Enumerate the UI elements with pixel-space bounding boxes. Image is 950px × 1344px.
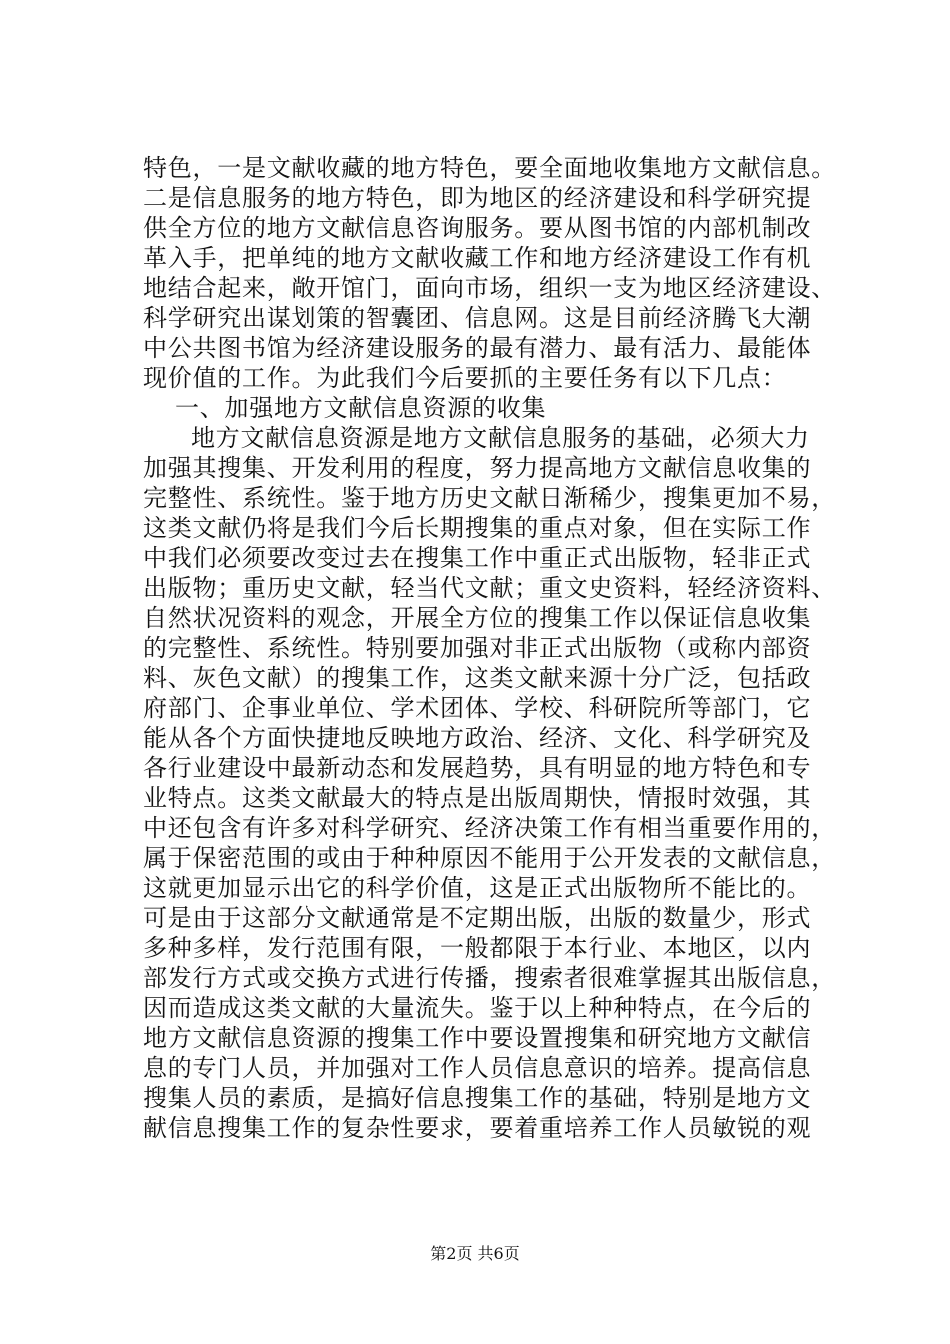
text-line: 这类文献仍将是我们今后长期搜集的重点对象，但在实际工作 [143, 514, 812, 542]
text-line: 属于保密范围的或由于种种原因不能用于公开发表的文献信息， [143, 844, 836, 872]
text-line: 中我们必须要改变过去在搜集工作中重正式出版物，轻非正式 [143, 544, 812, 572]
text-line: 革入手，把单纯的地方文献收藏工作和地方经济建设工作有机 [143, 244, 812, 272]
text-line: 可是由于这部分文献通常是不定期出版，出版的数量少，形式 [143, 904, 812, 932]
text-line: 息的专门人员，并加强对工作人员信息意识的培养。提高信息 [143, 1054, 812, 1082]
text-line: 献信息搜集工作的复杂性要求，要着重培养工作人员敏锐的观 [143, 1114, 812, 1142]
text-line: 二是信息服务的地方特色，即为地区的经济建设和科学研究提 [143, 184, 812, 212]
text-line: 的完整性、系统性。特别要加强对非正式出版物（或称内部资 [143, 634, 812, 662]
text-line: 现价值的工作。为此我们今后要抓的主要任务有以下几点： [143, 364, 787, 392]
text-line: 中公共图书馆为经济建设服务的最有潜力、最有活力、最能体 [143, 334, 812, 362]
text-line: 完整性、系统性。鉴于地方历史文献日渐稀少，搜集更加不易， [143, 484, 836, 512]
text-line: 能从各个方面快捷地反映地方政治、经济、文化、科学研究及 [143, 724, 812, 752]
text-line: 供全方位的地方文献信息咨询服务。要从图书馆的内部机制改 [143, 214, 812, 242]
text-line: 各行业建设中最新动态和发展趋势，具有明显的地方特色和专 [143, 754, 812, 782]
text-line: 特色，一是文献收藏的地方特色，要全面地收集地方文献信息。 [143, 154, 836, 182]
paragraph-first-line: 地方文献信息资源是地方文献信息服务的基础，必须大力 [191, 424, 810, 452]
page-number-footer: 第2页 共6页 [430, 1244, 520, 1263]
text-line: 多种多样，发行范围有限，一般都限于本行业、本地区，以内 [143, 934, 812, 962]
text-line: 科学研究出谋划策的智囊团、信息网。这是目前经济腾飞大潮 [143, 304, 812, 332]
text-line: 搜集人员的素质，是搞好信息搜集工作的基础，特别是地方文 [143, 1084, 812, 1112]
section-heading: 一、加强地方文献信息资源的收集 [175, 394, 547, 422]
text-line: 料、灰色文献）的搜集工作，这类文献来源十分广泛，包括政 [143, 664, 812, 692]
body-text [143, 153, 836, 1143]
text-line: 中还包含有许多对科学研究、经济决策工作有相当重要作用的， [143, 814, 836, 842]
text-line: 这就更加显示出它的科学价值，这是正式出版物所不能比的。 [143, 874, 812, 902]
text-line: 地方文献信息资源的搜集工作中要设置搜集和研究地方文献信 [143, 1024, 812, 1052]
text-line: 加强其搜集、开发利用的程度，努力提高地方文献信息收集的 [143, 454, 812, 482]
text-line: 地结合起来，敞开馆门，面向市场，组织一支为地区经济建设、 [143, 274, 836, 302]
text-line: 自然状况资料的观念，开展全方位的搜集工作以保证信息收集 [143, 604, 812, 632]
text-line: 府部门、企事业单位、学术团体、学校、科研院所等部门，它 [143, 694, 812, 722]
text-line: 出版物；重历史文献，轻当代文献；重文史资料，轻经济资料、 [143, 574, 836, 602]
text-line: 部发行方式或交换方式进行传播，搜索者很难掌握其出版信息， [143, 964, 836, 992]
text-line: 业特点。这类文献最大的特点是出版周期快，情报时效强，其 [143, 784, 812, 812]
text-line: 因而造成这类文献的大量流失。鉴于以上种种特点，在今后的 [143, 994, 812, 1022]
